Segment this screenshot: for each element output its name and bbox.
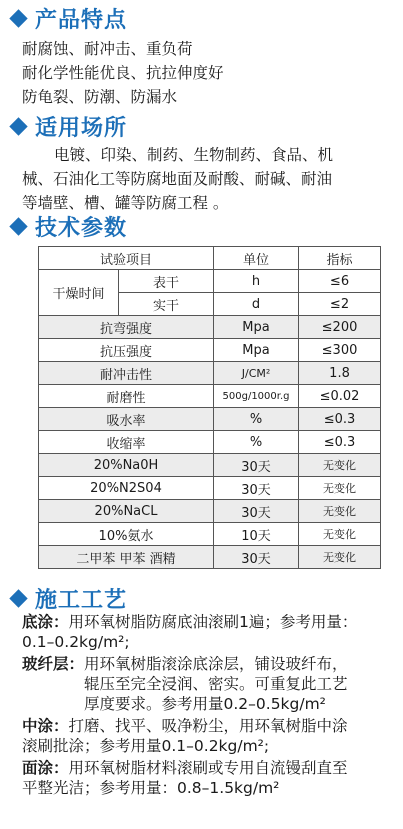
table-cell: h	[214, 270, 299, 293]
section-title: 适用场所	[35, 115, 128, 141]
step-text: 0.1–0.2kg/m²;	[22, 633, 130, 651]
table-cell: 20%NaCL	[39, 500, 214, 523]
table-row	[39, 270, 381, 293]
section-heading-features	[8, 3, 127, 33]
table-row	[39, 385, 381, 408]
table-cell: 20%N2S04	[39, 477, 214, 500]
step-label: 底涂：	[22, 613, 69, 631]
table-cell: 1.8	[299, 362, 381, 385]
table-cell: 耐冲击性	[39, 362, 214, 385]
table-cell: 抗压强度	[39, 339, 214, 362]
table-cell: ≤0.3	[299, 431, 381, 454]
table-cell: d	[214, 293, 299, 316]
feature-line: 耐化学性能优良、抗拉伸度好	[22, 64, 224, 82]
table-cell: 实干	[119, 293, 214, 316]
application-line: 等墙壁、槽、罐等防腐工程 。	[22, 194, 229, 212]
table-cell: ≤300	[299, 339, 381, 362]
step-text: 用环氧树脂防腐底油滚刷1遍；参考用量：	[68, 613, 358, 631]
table-cell: 收缩率	[39, 431, 214, 454]
header-cell: 单位	[214, 247, 299, 270]
table-row	[39, 316, 381, 339]
table-cell: J/CM²	[214, 362, 299, 385]
step-label: 中涂：	[22, 717, 69, 735]
diamond-bullet-icon	[9, 117, 27, 135]
step-text: 厚度要求。参考用量0.2–0.5kg/m²	[84, 695, 326, 713]
table-cell: 500g/1000r.g	[214, 385, 299, 408]
table-row	[39, 431, 381, 454]
table-cell: 无变化	[299, 454, 381, 477]
section-heading-applications	[8, 111, 127, 141]
step-text: 用环氧树脂滚涂底涂层，铺设玻纤布，	[84, 655, 348, 673]
header-cell: 试验项目	[39, 247, 214, 270]
table-cell: 30天	[214, 477, 299, 500]
process-step-top	[22, 758, 398, 798]
step-text: 平整光洁；参考用量：0.8–1.5kg/m²	[22, 779, 280, 797]
table-row	[39, 339, 381, 362]
table-row	[39, 477, 381, 500]
table-cell: 耐磨性	[39, 385, 214, 408]
dry-time-label: 干燥时间	[39, 270, 119, 316]
table-row	[39, 523, 381, 546]
header-cell: 指标	[299, 247, 381, 270]
application-line: 械、石油化工等防腐地面及耐酸、耐碱、耐油	[22, 170, 333, 188]
step-text: 用环氧树脂材料滚刷或专用自流镘刮直至	[68, 759, 348, 777]
diamond-bullet-icon	[9, 9, 27, 27]
section-title: 施工工艺	[35, 587, 128, 613]
table-cell: 二甲苯 甲苯 酒精	[39, 546, 214, 569]
applications-text	[22, 143, 394, 215]
table-cell: 10天	[214, 523, 299, 546]
table-cell: 无变化	[299, 477, 381, 500]
table-cell: 10%氨水	[39, 523, 214, 546]
process-steps	[22, 612, 398, 800]
table-row	[39, 362, 381, 385]
features-list	[22, 37, 394, 109]
table-cell: 表干	[119, 270, 214, 293]
table-cell: 30天	[214, 500, 299, 523]
table-cell: 无变化	[299, 523, 381, 546]
table-row	[39, 408, 381, 431]
table-cell: ≤2	[299, 293, 381, 316]
process-step-base	[22, 612, 398, 652]
step-label: 玻纤层：	[22, 655, 85, 673]
specs-table	[38, 246, 381, 569]
feature-line: 耐腐蚀、耐冲击、重负荷	[22, 40, 193, 58]
table-row	[39, 546, 381, 569]
section-title: 产品特点	[35, 7, 128, 33]
table-cell: 20%Na0H	[39, 454, 214, 477]
section-title: 技术参数	[35, 215, 128, 241]
table-cell: ≤200	[299, 316, 381, 339]
table-cell: Mpa	[214, 316, 299, 339]
application-line: 电镀、印染、制药、生物制药、食品、机	[54, 146, 334, 164]
table-cell: ≤0.02	[299, 385, 381, 408]
table-cell: 无变化	[299, 546, 381, 569]
table-cell: %	[214, 431, 299, 454]
section-heading-specs	[8, 211, 127, 241]
step-label: 面涂：	[22, 759, 69, 777]
table-cell: Mpa	[214, 339, 299, 362]
table-cell: ≤0.3	[299, 408, 381, 431]
table-cell: ≤6	[299, 270, 381, 293]
table-row	[39, 500, 381, 523]
table-cell: 30天	[214, 454, 299, 477]
table-cell: 30天	[214, 546, 299, 569]
table-header-row	[39, 247, 381, 270]
table-cell: %	[214, 408, 299, 431]
process-step-middle	[22, 716, 398, 756]
diamond-bullet-icon	[9, 217, 27, 235]
table-cell: 吸水率	[39, 408, 214, 431]
table-cell: 无变化	[299, 500, 381, 523]
step-text: 辊压至完全浸润、密实。可重复此工艺	[84, 675, 348, 693]
section-heading-process	[8, 583, 127, 613]
feature-line: 防龟裂、防潮、防漏水	[22, 88, 178, 106]
step-text: 打磨、找平、吸净粉尘，用环氧树脂中涂	[68, 717, 348, 735]
process-step-fiberglass	[22, 654, 398, 714]
diamond-bullet-icon	[9, 589, 27, 607]
table-row	[39, 454, 381, 477]
table-cell: 抗弯强度	[39, 316, 214, 339]
step-text: 滚刷批涂；参考用量0.1–0.2kg/m²;	[22, 737, 270, 755]
